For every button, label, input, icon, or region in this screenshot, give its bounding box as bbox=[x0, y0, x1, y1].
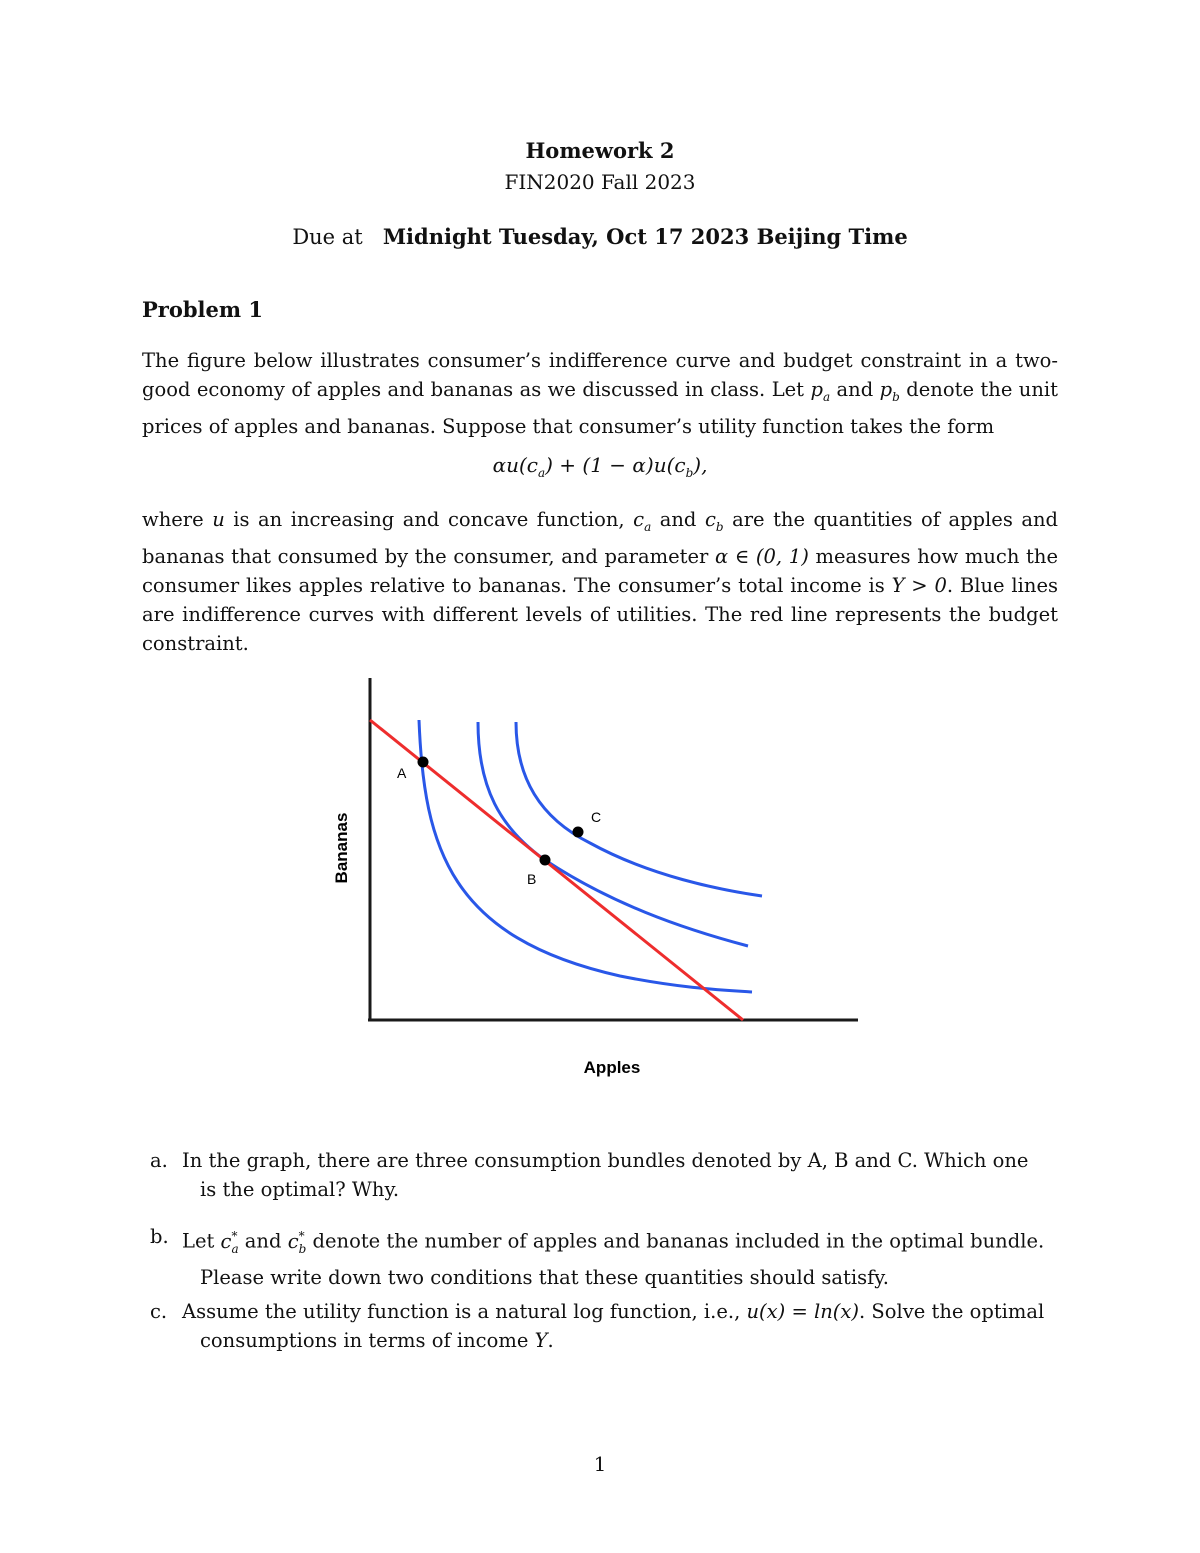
page-number: 1 bbox=[593, 1452, 607, 1476]
question-c-letter: c. bbox=[150, 1300, 168, 1323]
ca-symbol: $c_a$ bbox=[633, 508, 652, 534]
log-utility-formula: u(x) = ln(x) bbox=[746, 1300, 859, 1323]
question-c-line2: consumptions in terms of income Y. bbox=[200, 1329, 554, 1352]
ca-star-symbol: $c^*_a$ bbox=[220, 1229, 239, 1256]
due-date-line bbox=[0, 224, 1200, 249]
income-condition: Y > 0 bbox=[891, 573, 947, 597]
bundle-b-label: B bbox=[527, 871, 537, 887]
due-prefix: Due at bbox=[292, 225, 363, 249]
bundle-a-label: A bbox=[397, 765, 407, 781]
cb-symbol: $c_b$ bbox=[704, 508, 724, 534]
page-title: Homework 2 bbox=[525, 138, 675, 163]
problem-heading: Problem 1 bbox=[142, 297, 264, 322]
bundle-c-label: C bbox=[591, 809, 602, 825]
u-symbol: u bbox=[212, 508, 225, 531]
indifference-graph bbox=[320, 668, 880, 1088]
intro-text-1: The figure below illustrates consumer’s indifference curve and budget constraint in a two-good economy of apples and bananas as we discussed in class. Let bbox=[142, 349, 1058, 401]
bundle-c-point bbox=[573, 827, 584, 838]
intro-text-3: denote the unit prices of apples and bananas. Suppose that consumer’s utility function takes the form bbox=[142, 378, 1058, 438]
question-c: c. Assume the utility function is a natural log function, i.e., u(x) = ln(x). Solve the optimal consumptions in terms of income Y. bbox=[150, 1297, 1060, 1355]
question-a-line2: is the optimal? Why. bbox=[200, 1178, 400, 1201]
bundle-b-point bbox=[540, 855, 551, 866]
price-bananas: $p_b$ bbox=[879, 378, 900, 404]
question-a bbox=[150, 1146, 1060, 1204]
intro-text-2: and bbox=[830, 378, 880, 401]
cb-star-symbol: $c^*_b$ bbox=[287, 1229, 307, 1256]
bundle-a-point bbox=[418, 757, 429, 768]
due-date: Midnight Tuesday, Oct 17 2023 Beijing Time bbox=[382, 224, 908, 249]
indifference-curve-low bbox=[419, 720, 752, 992]
y-axis-label: Bananas bbox=[332, 812, 351, 884]
x-axis-label: Apples bbox=[583, 1058, 641, 1077]
indifference-figure bbox=[320, 668, 880, 1088]
price-apples: $p_a$ bbox=[810, 378, 831, 404]
alpha-range: α ∈ (0, 1) bbox=[715, 544, 809, 568]
course-subtitle: FIN2020 Fall 2023 bbox=[504, 170, 696, 194]
question-b-letter: b. bbox=[150, 1225, 169, 1248]
question-b-line2: Please write down two conditions that these quantities should satisfy. bbox=[200, 1266, 889, 1290]
indifference-curve-high bbox=[516, 722, 762, 896]
utility-equation: $\alpha u(c_a) + (1 - \alpha)u(c_b)$, bbox=[492, 453, 708, 480]
question-a-letter: a. bbox=[150, 1149, 168, 1172]
explanation-paragraph: where u is an increasing and concave function, $c_a$ and $c_b$ are the quantities of apples and bananas that consumed by the consumer, and parameter α ∈ (0, 1) measures how much the consumer likes apples relative to bananas. The consumer’s total income is Y > 0. Blue lines are indifference curves with different levels of utilities. The red line represents the budget constraint. bbox=[142, 508, 1059, 655]
question-b: b. Let $c^*_a$ and $c^*_b$ denote the number of apples and bananas included in the optimal bundle. Please write down two conditions that these quantities should satisfy. bbox=[150, 1222, 1060, 1292]
question-a-line1: In the graph, there are three consumption bundles denoted by A, B and C. Which one bbox=[182, 1149, 1029, 1172]
intro-paragraph bbox=[142, 346, 1058, 441]
